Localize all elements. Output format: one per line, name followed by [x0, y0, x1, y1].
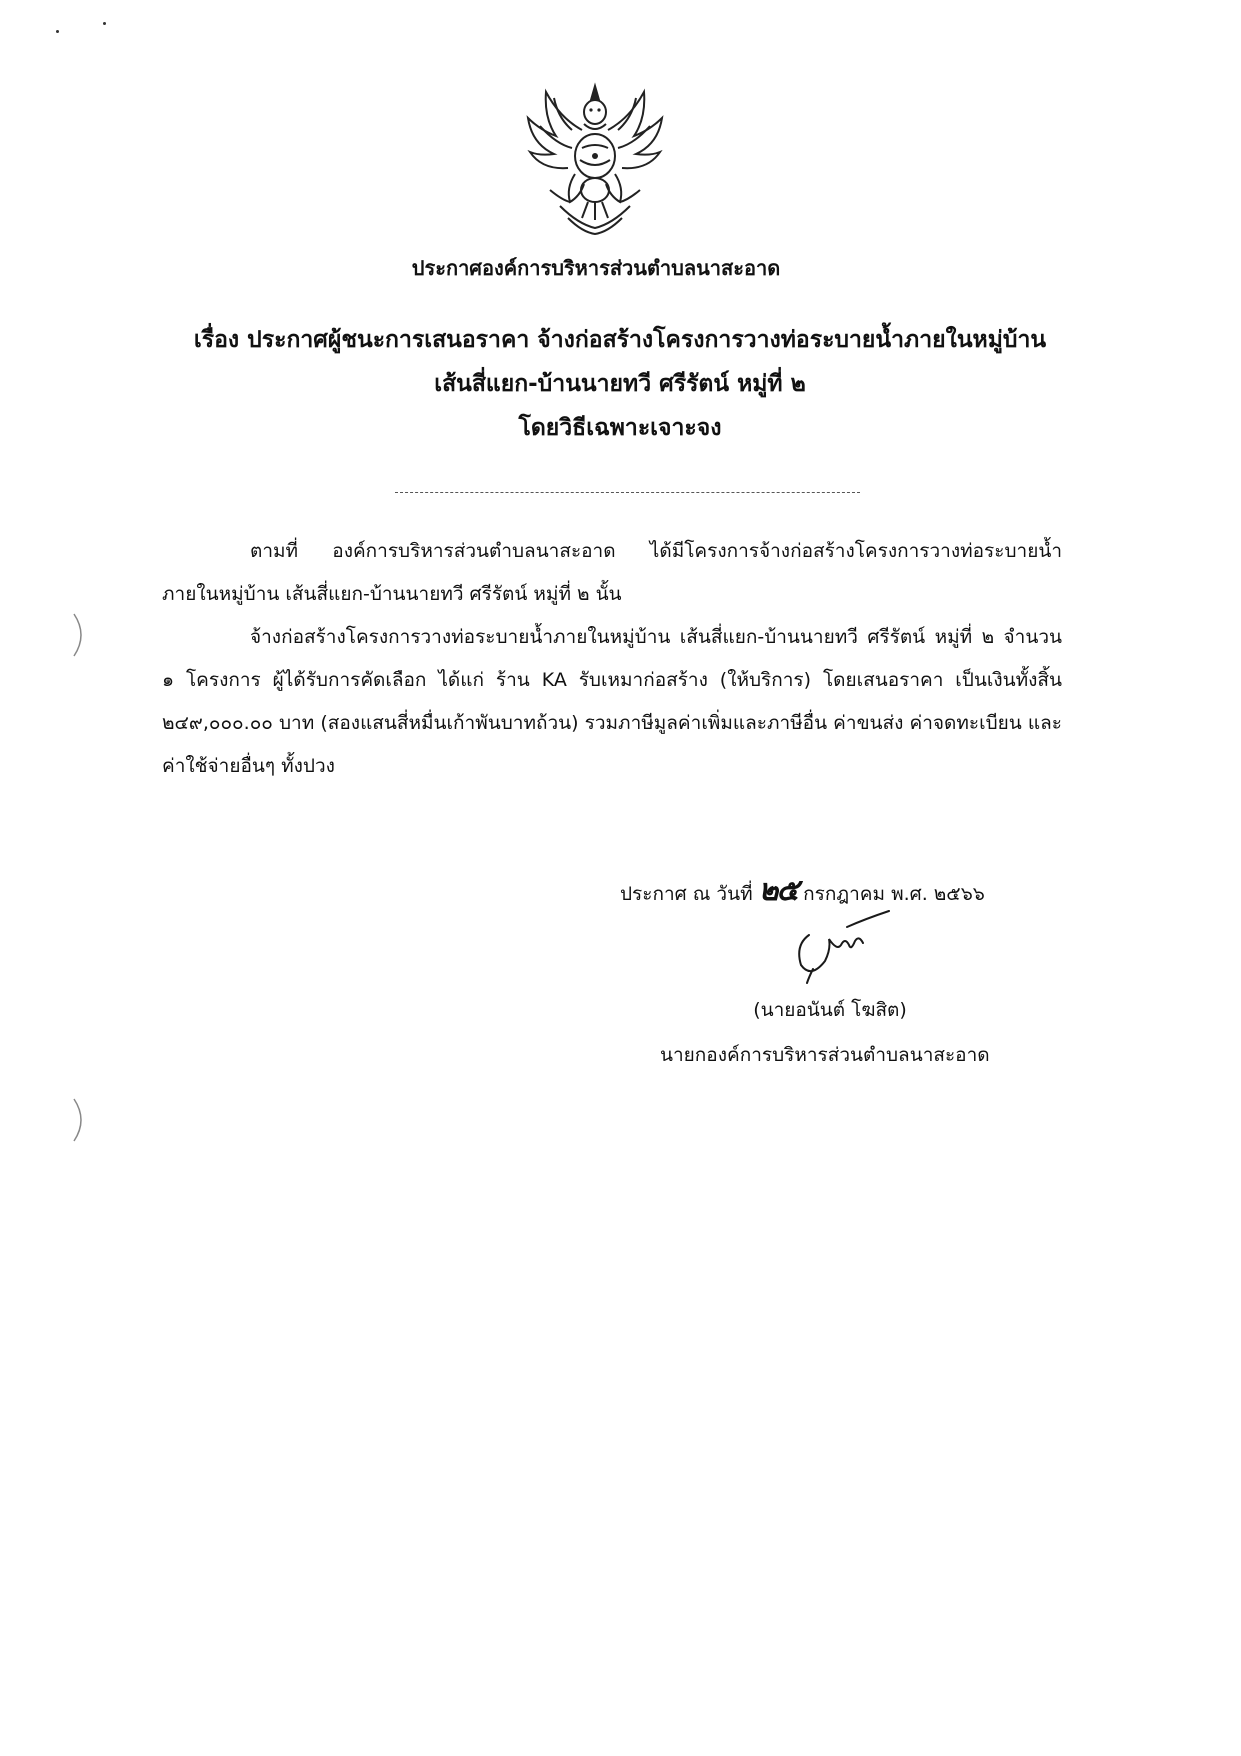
date-prefix: ประกาศ ณ วันที่ — [620, 883, 753, 905]
scan-speck — [103, 22, 106, 25]
scan-speck — [56, 30, 59, 33]
subject-line-3: โดยวิธีเฉพาะเจาะจง — [518, 415, 722, 441]
body-paragraph-1: ตามที่ องค์การบริหารส่วนตำบลนาสะอาด ได้มีโครงการจ้างก่อสร้างโครงการวางท่อระบายน้ำภายในหมู่บ้าน เส้นสี่แยก-บ้านนายทวี ศรีรัตน์ หมู่ที่ ๒ นั้น — [162, 540, 1062, 605]
date-month-year: กรกฎาคม พ.ศ. ๒๕๖๖ — [803, 883, 985, 905]
dashed-divider — [395, 492, 860, 493]
signer-title: นายกองค์การบริหารส่วนตำบลนาสะอาด — [660, 1044, 990, 1066]
issuer-heading: ประกาศองค์การบริหารส่วนตำบลนาสะอาด — [411, 256, 781, 280]
subject-line-2: เส้นสี่แยก-บ้านนายทวี ศรีรัตน์ หมู่ที่ ๒ — [434, 371, 806, 397]
handwritten-signature-icon — [785, 905, 905, 985]
signer-name: (นายอนันต์ โฆสิต) — [753, 999, 907, 1021]
subject-line-1: เรื่อง ประกาศผู้ชนะการเสนอราคา จ้างก่อสร้างโครงการวางท่อระบายน้ำภายในหมู่บ้าน — [193, 327, 1047, 353]
garuda-emblem-icon — [520, 78, 670, 238]
body-paragraph-2: จ้างก่อสร้างโครงการวางท่อระบายน้ำภายในหมู่บ้าน เส้นสี่แยก-บ้านนายทวี ศรีรัตน์ หมู่ที่ ๒ จำนวน ๑ โครงการ ผู้ได้รับการคัดเลือก ได้แก่ ร้าน KA รับเหมาก่อสร้าง (ให้บริการ) โดยเสนอราคา เป็นเงินทั้งสิ้น ๒๔๙,๐๐๐.๐๐ บาท (สองแสนสี่หมื่นเก้าพันบาทถ้วน) รวมภาษีมูลค่าเพิ่มและภาษีอื่น ค่าขนส่ง ค่าจดทะเบียน และค่าใช้จ่ายอื่นๆ ทั้งปวง — [162, 626, 1062, 777]
punch-hole-mark-icon — [70, 1095, 90, 1145]
subject-heading — [140, 318, 1100, 450]
punch-hole-mark-icon — [70, 610, 90, 660]
announcement-body — [162, 530, 1062, 788]
handwritten-day: ๒๕ — [758, 873, 798, 908]
